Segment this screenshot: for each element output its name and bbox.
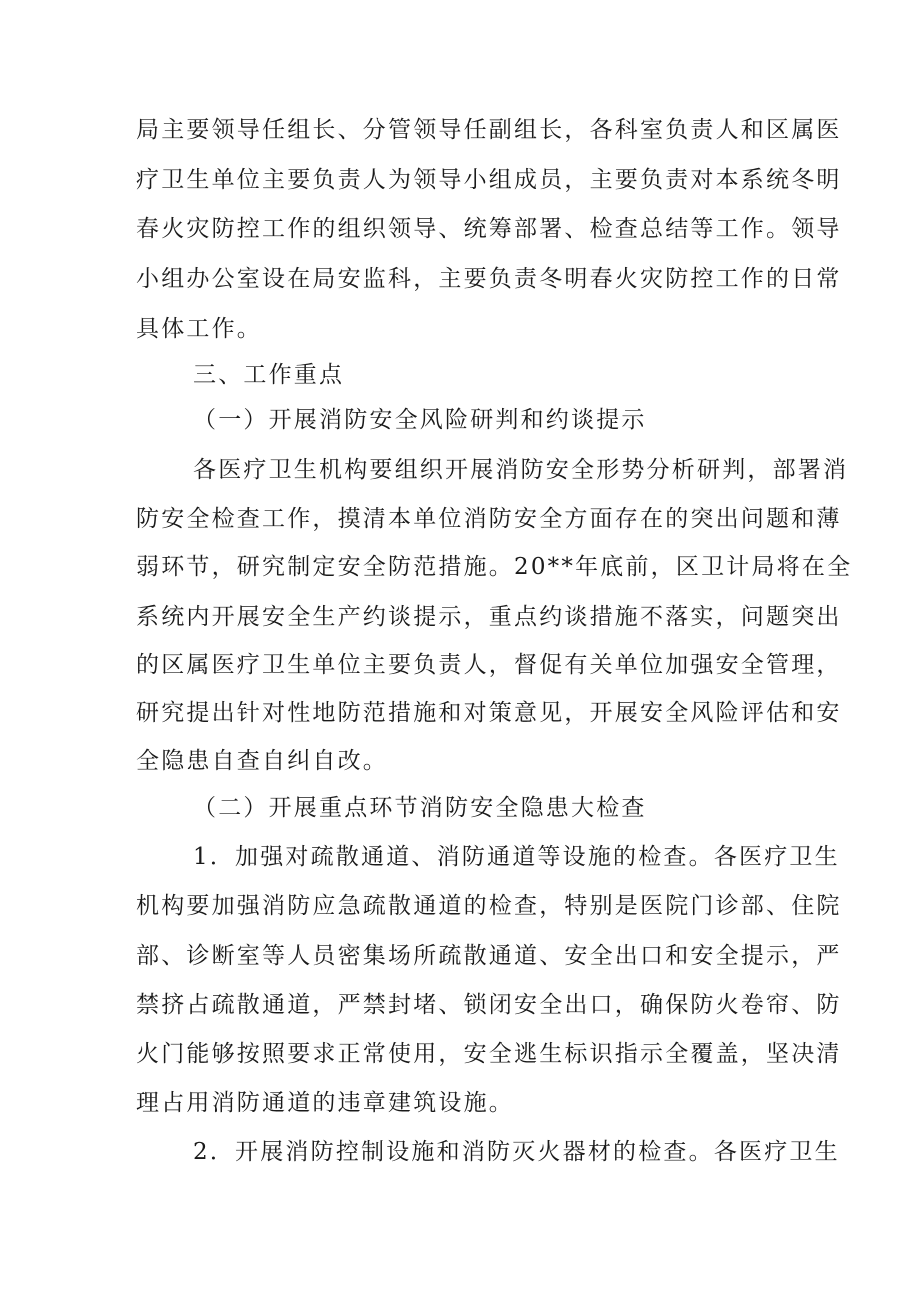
paragraph-line: 局主要领导任组长、分管领导任副组长，各科室负责人和区属医	[136, 117, 842, 143]
subsection-heading: （一）开展消防安全风险研判和约谈提示	[193, 407, 647, 433]
paragraph-line: 疗卫生单位主要负责人为领导小组成员，主要负责对本系统冬明	[136, 167, 842, 193]
paragraph-line: 部、诊断室等人员密集场所疏散通道、安全出口和安全提示，严	[136, 943, 842, 969]
paragraph-line: 禁挤占疏散通道，严禁封堵、锁闭安全出口，确保防火卷帘、防	[136, 992, 842, 1018]
paragraph-line: 的区属医疗卫生单位主要负责人，督促有关单位加强安全管理，	[136, 652, 842, 678]
paragraph-line: 理占用消防通道的违章建筑设施。	[136, 1090, 514, 1116]
paragraph-line: 研究提出针对性地防范措施和对策意见，开展安全风险评估和安	[136, 700, 842, 726]
paragraph-line: 机构要加强消防应急疏散通道的检查，特别是医院门诊部、住院	[136, 893, 842, 919]
paragraph-line: 春火灾防控工作的组织领导、统筹部署、检查总结等工作。领导	[136, 216, 842, 242]
section-heading: 三、工作重点	[193, 362, 345, 388]
paragraph-line: 各医疗卫生机构要组织开展消防安全形势分析研判，部署消	[193, 457, 849, 483]
paragraph-line: 1．加强对疏散通道、消防通道等设施的检查。各医疗卫生	[193, 844, 840, 870]
paragraph-line: 小组办公室设在局安监科，主要负责冬明春火灾防控工作的日常	[136, 266, 842, 292]
paragraph-line: 防安全检查工作，摸清本单位消防安全方面存在的突出问题和薄	[136, 506, 842, 532]
paragraph-line: 弱环节，研究制定安全防范措施。20**年底前，区卫计局将在全	[136, 554, 853, 580]
paragraph-line: 全隐患自查自纠自改。	[136, 748, 388, 774]
paragraph-line: 2．开展消防控制设施和消防灭火器材的检查。各医疗卫生	[193, 1139, 840, 1165]
paragraph-line: 具体工作。	[136, 316, 262, 342]
paragraph-line: 系统内开展安全生产约谈提示，重点约谈措施不落实，问题突出	[136, 604, 842, 630]
paragraph-line: 火门能够按照要求正常使用，安全逃生标识指示全覆盖，坚决清	[136, 1041, 842, 1067]
subsection-heading: （二）开展重点环节消防安全隐患大检查	[193, 795, 647, 821]
